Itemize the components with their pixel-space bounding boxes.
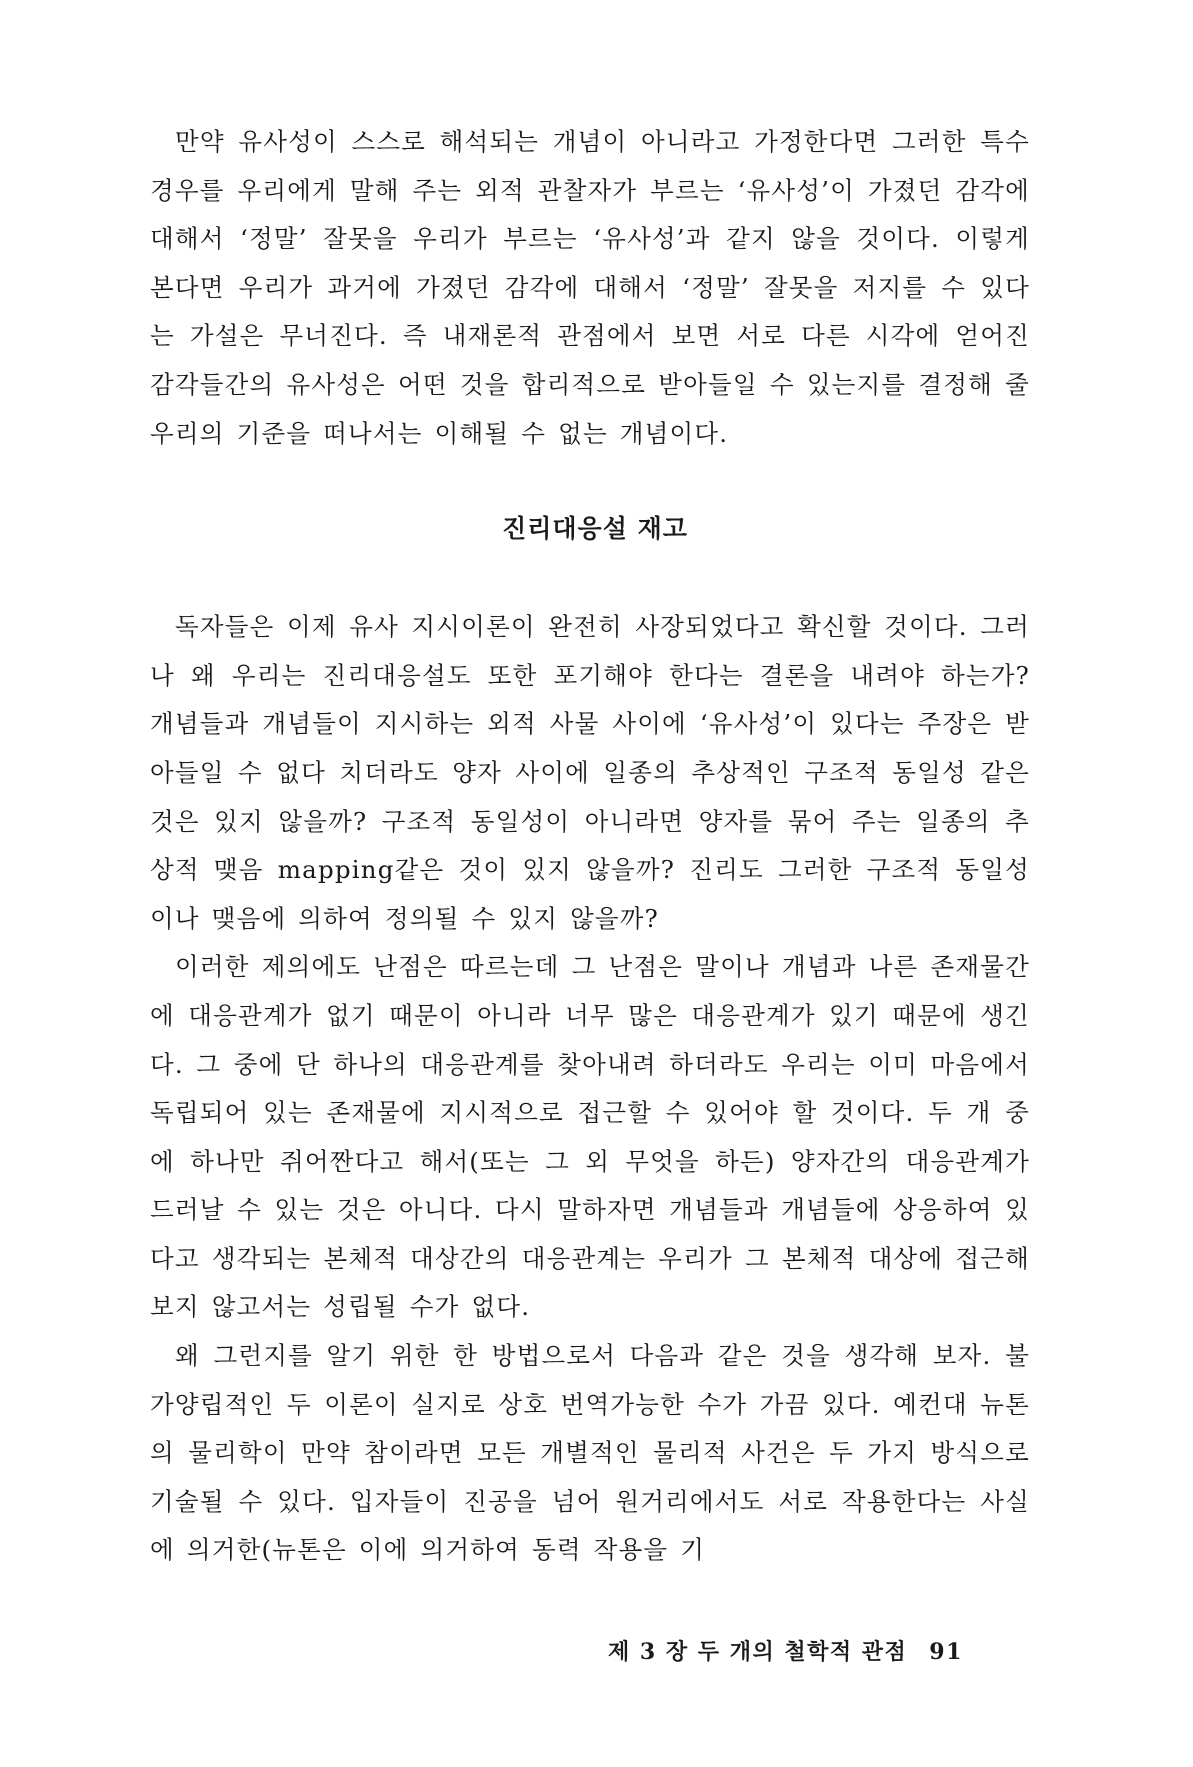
paragraph-3: 왜 그런지를 알기 위한 한 방법으로서 다음과 같은 것을 생각해 보자. 불가양립적인 두 이론이 실지로 상호 번역가능한 수가 가끔 있다. 예컨대 뉴톤의 물리학이 만약 참이라면 모든 개별적인 물리적 사건은 두 가지 방식으로 기술될 수 있다. 입자들이 진공을 넘어 원거리에서도 서로 작용한다는 사실에 의거한(뉴톤은 이에 의거하여 동력 작용을 기	[150, 1341, 1030, 1565]
document-page	[150, 118, 1030, 1575]
paragraph-1: 독자들은 이제 유사 지시이론이 완전히 사장되었다고 확신할 것이다. 그러나 왜 우리는 진리대응설도 또한 포기해야 한다는 결론을 내려야 하는가? 개념들과 개념들이 지시하는 외적 사물 사이에 ‘유사성’이 있다는 주장은 받아들일 수 없다 치더라도 양자 사이에 일종의 추상적인 구조적 동일성 같은 것은 있지 않을까? 구조적 동일성이 아니라면 양자를 묶어 주는 일종의 추상적 맺음 mapping같은 것이 있지 않을까? 진리도 그러한 구조적 동일성이나 맺음에 의하여 정의될 수 있지 않을까?	[150, 612, 1030, 933]
section-title: 진리대응설 재고	[502, 514, 688, 544]
page-number: 91	[929, 1639, 963, 1665]
paragraph-intro: 만약 유사성이 스스로 해석되는 개념이 아니라고 가정한다면 그러한 특수 경우를 우리에게 말해 주는 외적 관찰자가 부르는 ‘유사성’이 가졌던 감각에 대해서 ‘정말’ 잘못을 우리가 부르는 ‘유사성’과 같지 않을 것이다. 이렇게 본다면 우리가 과거에 가졌던 감각에 대해서 ‘정말’ 잘못을 저지를 수 있다는 가설은 무너진다. 즉 내재론적 관점에서 보면 서로 다른 시각에 얻어진 감각들간의 유사성은 어떤 것을 합리적으로 받아들일 수 있는지를 결정해 줄 우리의 기준을 떠나서는 이해될 수 없는 개념이다.	[150, 127, 1030, 448]
chapter-title: 제 3 장 두 개의 철학적 관점	[608, 1639, 908, 1665]
running-footer	[608, 1636, 1028, 1668]
spacer	[150, 553, 1030, 603]
paragraph-2: 이러한 제의에도 난점은 따르는데 그 난점은 말이나 개념과 나른 존재물간에 대응관계가 없기 때문이 아니라 너무 많은 대응관계가 있기 때문에 생긴다. 그 중에 단 하나의 대응관계를 찾아내려 하더라도 우리는 이미 마음에서 독립되어 있는 존재물에 지시적으로 접근할 수 있어야 할 것이다. 두 개 중에 하나만 쥐어짠다고 해서(또는 그 외 무엇을 하든) 양자간의 대응관계가 드러날 수 있는 것은 아니다. 다시 말하자면 개념들과 개념들에 상응하여 있다고 생각되는 본체적 대상간의 대응관계는 우리가 그 본체적 대상에 접근해 보지 않고서는 성립될 수가 없다.	[150, 952, 1030, 1322]
spacer	[150, 458, 1030, 505]
